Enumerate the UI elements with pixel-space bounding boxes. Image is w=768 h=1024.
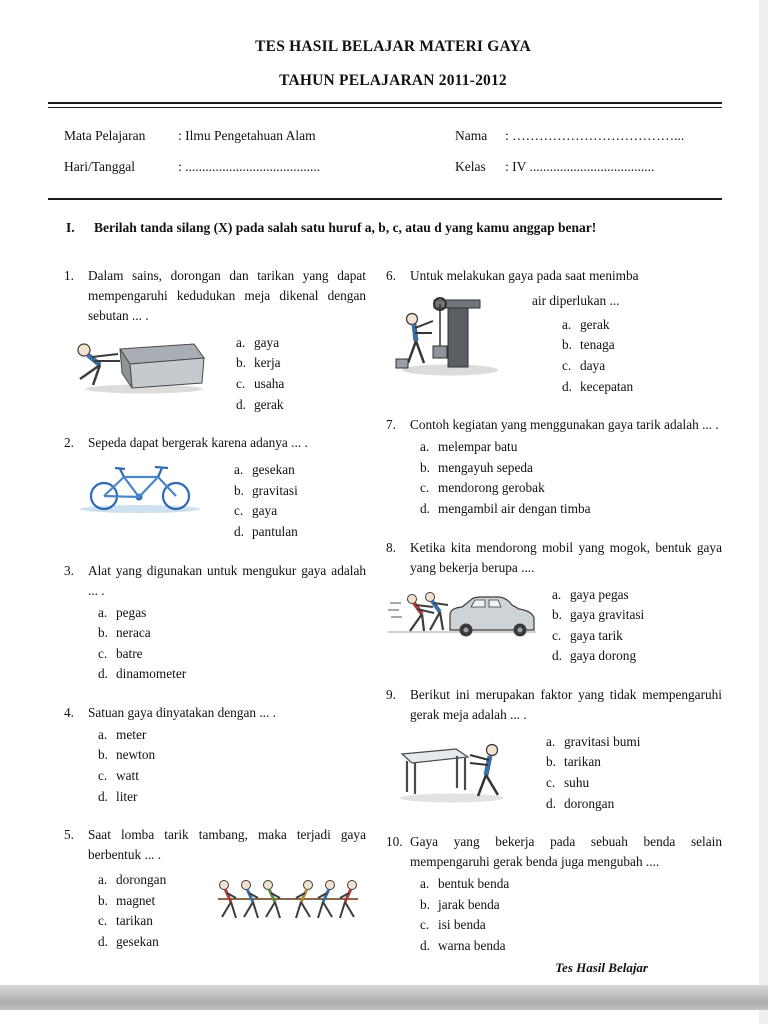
question-8	[386, 538, 722, 667]
question-1-text: Dalam sains, dorongan dan tarikan yang dapat mempengaruhi kedudukan meja dikenal dengan sebutan ... .	[88, 268, 366, 323]
person-pushing-table-illustration	[394, 730, 516, 804]
option-text: neraca	[116, 625, 151, 641]
question-9-number: 9.	[386, 687, 396, 702]
question-2	[64, 433, 366, 542]
question-3-option-a	[98, 603, 366, 624]
info-date-value: : ........................................	[178, 159, 321, 174]
question-3-option-c	[98, 644, 366, 665]
question-9-text: Berikut ini merupakan faktor yang tidak mempengaruhi gerak meja adalah ... .	[410, 687, 722, 722]
option-text: melempar batu	[438, 439, 518, 455]
option-text: gravitasi	[252, 482, 298, 498]
option-text: mendorong gerobak	[438, 480, 545, 496]
bicycle-illustration	[76, 458, 204, 516]
option-text: liter	[116, 788, 138, 804]
option-letter: c.	[552, 627, 562, 643]
option-letter: b.	[98, 625, 108, 641]
option-letter: d.	[98, 934, 108, 950]
option-text: dorongan	[564, 795, 615, 811]
question-9	[386, 685, 722, 814]
question-4-options	[98, 725, 366, 807]
option-letter: c.	[420, 917, 430, 933]
question-7-option-b	[420, 458, 722, 479]
option-text: dinamometer	[116, 666, 187, 682]
option-text: mengayuh sepeda	[438, 459, 533, 475]
option-letter: d.	[546, 795, 556, 811]
document-subtitle: TAHUN PELAJARAN 2011-2012	[279, 72, 507, 89]
question-2-option-c	[234, 501, 298, 522]
info-date-row	[64, 159, 455, 175]
option-text: gaya pegas	[570, 586, 629, 602]
option-text: tenaga	[580, 337, 615, 353]
option-text: gaya dorong	[570, 648, 637, 664]
question-6-number: 6.	[386, 268, 396, 283]
question-6-options	[562, 315, 722, 397]
option-text: gravitasi bumi	[564, 733, 641, 749]
option-text: newton	[116, 747, 156, 763]
option-text: tarikan	[564, 754, 601, 770]
option-text: gaya gravitasi	[570, 607, 645, 623]
question-1-number: 1.	[64, 268, 74, 283]
option-letter: d.	[234, 524, 244, 540]
question-5-option-a	[98, 870, 166, 891]
question-6-text: Untuk melakukan gaya pada saat menimba	[410, 268, 639, 283]
option-text: watt	[116, 768, 139, 784]
option-letter: a.	[420, 439, 430, 455]
info-subject-value: : Ilmu Pengetahuan Alam	[178, 128, 316, 143]
option-letter: a.	[98, 604, 108, 620]
option-letter: c.	[420, 480, 430, 496]
question-6-option-a	[562, 315, 722, 336]
option-letter: b.	[420, 896, 430, 912]
option-letter: c.	[98, 645, 108, 661]
option-text: warna benda	[438, 938, 506, 954]
option-text: meter	[116, 726, 147, 742]
option-letter: a.	[552, 586, 562, 602]
question-6-option-c	[562, 356, 722, 377]
question-8-option-a	[552, 585, 644, 606]
option-text: pegas	[116, 604, 147, 620]
option-text: jarak benda	[438, 896, 500, 912]
questions-left-column	[64, 266, 366, 975]
option-text: isi benda	[438, 917, 486, 933]
question-9-option-b	[546, 752, 640, 773]
question-3-option-d	[98, 664, 366, 685]
question-8-option-b	[552, 605, 644, 626]
question-4-option-a	[98, 725, 366, 746]
question-4-number: 4.	[64, 704, 74, 720]
section-instruction-text: Berilah tanda silang (X) pada salah satu huruf a, b, c, atau d yang kamu anggap benar!	[94, 220, 597, 235]
section-instruction	[66, 220, 722, 236]
question-9-option-d	[546, 794, 640, 815]
option-letter: c.	[562, 358, 572, 374]
question-10-option-a	[420, 874, 722, 895]
option-text: tarikan	[116, 913, 153, 929]
option-letter: d.	[420, 938, 430, 954]
option-letter: d.	[420, 501, 430, 517]
option-letter: b.	[420, 459, 430, 475]
option-letter: c.	[236, 376, 246, 392]
question-10-options	[420, 874, 722, 956]
option-letter: b.	[552, 607, 562, 623]
info-class-value: : IV .....................................	[505, 159, 655, 174]
question-3-option-b	[98, 623, 366, 644]
question-10	[386, 832, 722, 956]
question-8-text: Ketika kita mendorong mobil yang mogok, bentuk gaya yang bekerja berupa ....	[410, 539, 722, 575]
option-letter: d.	[236, 396, 246, 412]
option-text: mengambil air dengan timba	[438, 501, 591, 517]
question-5-option-c	[98, 911, 166, 932]
question-2-text: Sepeda dapat bergerak karena adanya ... .	[88, 435, 308, 451]
option-text: kerja	[254, 355, 281, 371]
option-letter: b.	[562, 337, 572, 353]
question-8-option-c	[552, 626, 644, 647]
option-letter: a.	[546, 733, 556, 749]
question-9-option-c	[546, 773, 640, 794]
option-text: usaha	[254, 376, 285, 392]
option-text: bentuk benda	[438, 876, 510, 892]
question-5-text: Saat lomba tarik tambang, maka terjadi gaya berbentuk ... .	[88, 827, 366, 863]
info-class-label: Kelas	[455, 159, 486, 174]
option-text: pantulan	[252, 524, 298, 540]
question-10-option-b	[420, 895, 722, 916]
question-5-option-b	[98, 891, 166, 912]
option-letter: a.	[98, 726, 108, 742]
question-1-option-c	[236, 374, 284, 395]
option-letter: b.	[546, 754, 556, 770]
option-letter: b.	[236, 355, 246, 371]
option-letter: d.	[98, 666, 108, 682]
info-name-row	[455, 128, 722, 144]
question-5-option-d	[98, 932, 166, 953]
header-divider	[48, 102, 722, 108]
drawing-water-from-well-illustration	[388, 291, 504, 379]
tug-of-war-illustration	[212, 872, 364, 928]
question-9-option-a	[546, 732, 640, 753]
info-name-label: Nama	[455, 128, 488, 143]
question-1-option-b	[236, 353, 284, 374]
scan-edge-bottom	[0, 985, 768, 1010]
question-3	[64, 561, 366, 685]
question-4-option-b	[98, 745, 366, 766]
option-text: dorongan	[116, 872, 167, 888]
question-7	[386, 415, 722, 519]
option-text: magnet	[116, 892, 156, 908]
page-footer: Tes Hasil Belajar	[555, 960, 648, 975]
option-text: kecepatan	[580, 378, 634, 394]
question-6-text-continued: air diperlukan ...	[532, 292, 620, 308]
section-number: I.	[66, 220, 75, 235]
question-1	[64, 266, 366, 415]
option-letter: c.	[546, 775, 556, 791]
question-1-option-d	[236, 395, 284, 416]
option-text: gaya tarik	[570, 627, 623, 643]
question-5-options	[98, 870, 166, 952]
option-letter: d.	[562, 378, 572, 394]
info-class-row	[455, 159, 722, 175]
question-6-option-d	[562, 377, 722, 398]
question-8-option-d	[552, 646, 644, 667]
scan-edge-right	[759, 0, 768, 1024]
option-text: batre	[116, 645, 143, 661]
question-8-number: 8.	[386, 539, 396, 555]
option-letter: a.	[562, 316, 572, 332]
question-10-number: 10.	[386, 834, 403, 850]
option-text: gesekan	[116, 934, 159, 950]
option-text: suhu	[564, 775, 590, 791]
option-letter: b.	[98, 747, 108, 763]
option-text: gaya	[254, 334, 280, 350]
question-4-option-d	[98, 787, 366, 808]
question-7-number: 7.	[386, 417, 396, 433]
question-6	[386, 266, 722, 397]
questions-right-column	[386, 266, 722, 975]
question-7-option-c	[420, 478, 722, 499]
option-letter: b.	[98, 892, 108, 908]
question-1-option-a	[236, 333, 284, 354]
question-10-text: Gaya yang bekerja pada sebuah benda selain mempengaruhi gerak benda juga mengubah ....	[410, 834, 722, 870]
question-4	[64, 703, 366, 807]
option-text: daya	[580, 358, 606, 374]
question-7-options	[420, 437, 722, 519]
info-subject-row	[64, 128, 455, 144]
question-3-number: 3.	[64, 562, 74, 578]
question-10-option-c	[420, 915, 722, 936]
question-10-option-d	[420, 936, 722, 957]
document-title: TES HASIL BELAJAR MATERI GAYA	[255, 38, 531, 55]
question-3-options	[98, 603, 366, 685]
info-subject-label: Mata Pelajaran	[64, 128, 146, 143]
question-2-option-b	[234, 481, 298, 502]
option-letter: a.	[236, 334, 246, 350]
option-text: gaya	[252, 503, 278, 519]
question-7-option-d	[420, 499, 722, 520]
question-5-number: 5.	[64, 827, 74, 843]
child-pushing-table-illustration	[66, 331, 208, 395]
question-7-option-a	[420, 437, 722, 458]
question-9-options	[546, 732, 640, 814]
option-letter: d.	[552, 648, 562, 664]
option-letter: a.	[420, 876, 430, 892]
option-letter: c.	[98, 768, 108, 784]
question-2-options	[234, 460, 298, 542]
option-letter: a.	[234, 462, 244, 478]
question-4-text: Satuan gaya dinyatakan dengan ... .	[88, 704, 276, 720]
question-5	[64, 825, 366, 952]
option-text: gesekan	[252, 462, 295, 478]
question-6-option-b	[562, 335, 722, 356]
option-letter: c.	[234, 503, 244, 519]
option-letter: d.	[98, 788, 108, 804]
question-2-option-a	[234, 460, 298, 481]
question-2-option-d	[234, 522, 298, 543]
option-letter: a.	[98, 872, 108, 888]
option-letter: b.	[234, 482, 244, 498]
people-pushing-car-illustration	[386, 583, 538, 637]
option-text: gerak	[580, 316, 610, 332]
student-info-block	[64, 128, 722, 190]
question-3-text: Alat yang digunakan untuk mengukur gaya adalah ... .	[88, 562, 366, 598]
info-name-value: : ………………………………...	[505, 128, 685, 143]
question-4-option-c	[98, 766, 366, 787]
question-2-number: 2.	[64, 435, 74, 451]
question-1-options	[236, 333, 284, 415]
question-8-options	[552, 585, 644, 667]
option-letter: c.	[98, 913, 108, 929]
info-date-label: Hari/Tanggal	[64, 159, 136, 174]
question-7-text: Contoh kegiatan yang menggunakan gaya tarik adalah ... .	[410, 417, 719, 433]
info-divider	[48, 198, 722, 200]
option-text: gerak	[254, 396, 284, 412]
